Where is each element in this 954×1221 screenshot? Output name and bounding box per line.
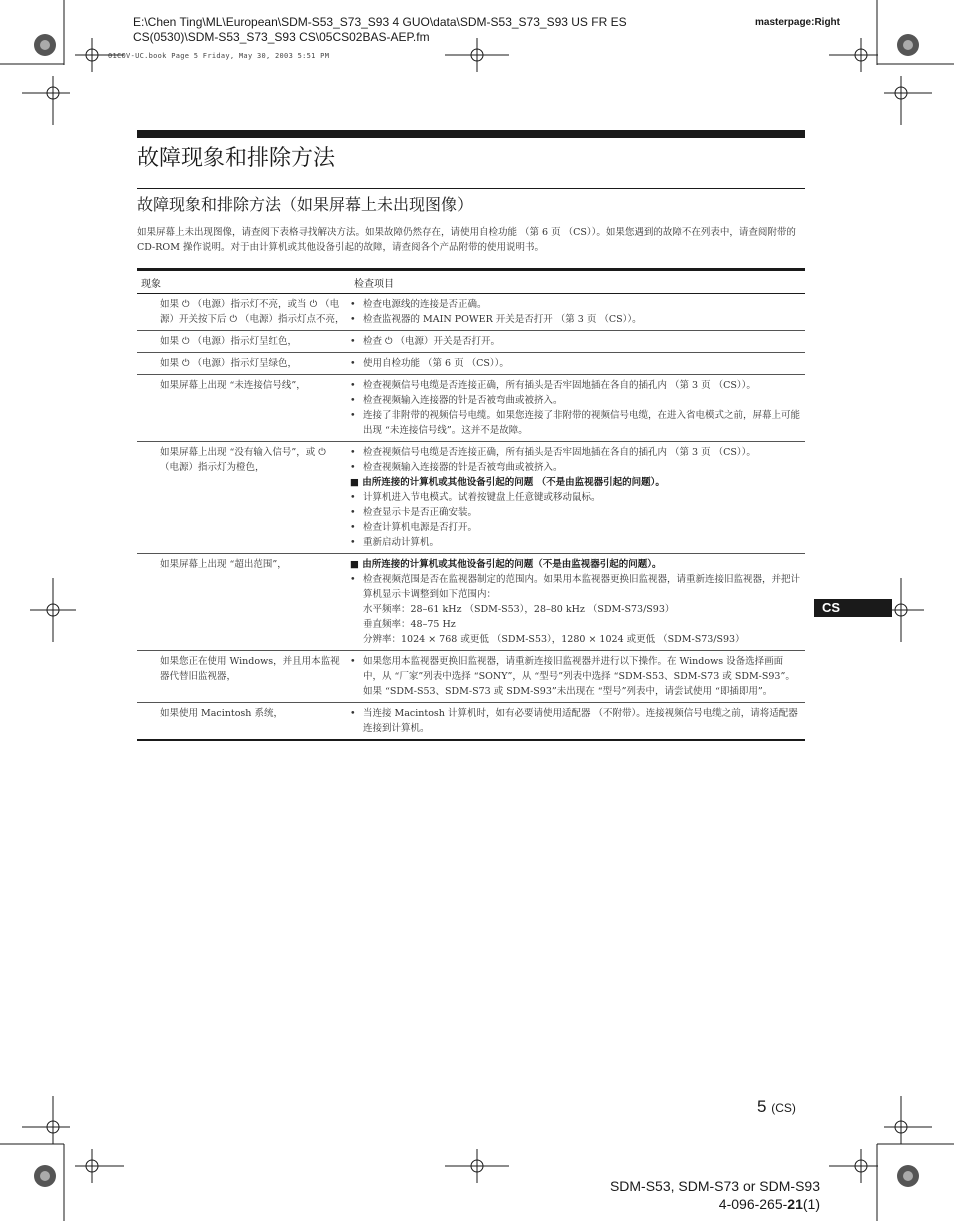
checks-cell [350, 294, 805, 330]
checks-cell [350, 554, 805, 650]
language-tab: CS [814, 599, 892, 617]
part-bold: 21 [787, 1196, 803, 1212]
subtitle-rule [137, 188, 805, 189]
troubleshooting-table [137, 268, 805, 741]
check-item [350, 490, 801, 505]
symptom-cell: 如果 ⏻ （电源）指示灯呈红色， [160, 336, 298, 347]
bullet-icon: • [350, 336, 356, 347]
check-item [350, 297, 801, 312]
table-row [137, 353, 805, 375]
check-text: 检查视频信号电缆是否连接正确，所有插头是否牢固地插在各自的插孔内 （第 3 页 （CS））。 [363, 447, 756, 458]
symptom-cell: 如果 ⏻ （电源）指示灯呈绿色， [160, 358, 298, 369]
check-item [350, 460, 801, 475]
check-item [350, 312, 801, 327]
symptom-cell: 如果屏幕上出现 “没有输入信号”，或 ⏻ （电源）指示灯为橙色， [160, 447, 326, 473]
book-stamp: 01COV-UC.book Page 5 Friday, May 30, 2003 5:51 PM [108, 52, 330, 60]
bullet-icon: • [350, 522, 356, 533]
check-detail: 分辨率：1024 × 768 或更低 （SDM-S53），1280 × 1024 或更低 （SDM-S73/S93） [363, 634, 745, 645]
masterpage-label: masterpage:Right [754, 17, 840, 28]
checks-cell [350, 353, 805, 374]
bullet-icon: • [350, 708, 356, 719]
check-text: 连接了非附带的视频信号电缆。如果您连接了非附带的视频信号电缆，在进入省电模式之前，屏幕上可能出现 “未连接信号线”。这并不是故障。 [363, 410, 801, 436]
symptom-cell: 如果 ⏻ （电源）指示灯不亮，或当 ⏻ （电源）开关按下后 ⏻ （电源）指示灯点不亮， [160, 299, 345, 325]
check-item [350, 535, 801, 550]
check-item [350, 520, 801, 535]
check-item [350, 706, 801, 736]
table-row [137, 554, 805, 651]
check-detail: 水平频率：28–61 kHz （SDM-S53），28–80 kHz （SDM-S73/S93） [363, 604, 675, 615]
check-item [350, 572, 801, 602]
check-text: 检查视频范围是否在监视器制定的范围内。如果用本监视器更换旧监视器，请重新连接旧监视器，并把计算机显示卡调整到如下范围内： [363, 574, 801, 600]
bullet-icon: • [350, 358, 356, 369]
check-text: 检查视频信号电缆是否连接正确，所有插头是否牢固地插在各自的插孔内 （第 3 页 （CS））。 [363, 380, 756, 391]
symptom-cell: 如果屏幕上出现 “未连接信号线”， [160, 380, 306, 391]
section-title: 故障现象和排除方法（如果屏幕上未出现图像） [137, 195, 474, 214]
check-text: 检查监视器的 MAIN POWER 开关是否打开 （第 3 页 （CS））。 [363, 314, 642, 325]
bullet-icon: • [350, 299, 356, 310]
bullet-icon: • [350, 492, 356, 503]
column-header-checks: 检查项目 [354, 279, 394, 290]
checks-cell [350, 651, 805, 702]
check-text: 检查视频输入连接器的针是否被弯曲或被挤入。 [363, 462, 563, 473]
page-title: 故障现象和排除方法 [137, 146, 336, 171]
check-item [350, 378, 801, 393]
part-suffix: (1) [802, 1196, 820, 1212]
bullet-icon: • [350, 447, 356, 458]
symptom-cell: 如果使用 Macintosh 系统， [160, 708, 283, 719]
bullet-icon: • [350, 656, 356, 667]
page-number-suffix: (CS) [771, 1101, 796, 1115]
bullet-icon: • [350, 395, 356, 406]
checks-cell [350, 375, 805, 441]
check-item [350, 654, 801, 699]
table-row [137, 442, 805, 554]
check-detail: 垂直频率：48–75 Hz [363, 619, 456, 630]
table-row [137, 651, 805, 703]
check-item [350, 356, 801, 371]
check-text: 检查视频输入连接器的针是否被弯曲或被挤入。 [363, 395, 563, 406]
check-item [350, 334, 801, 349]
model-line: SDM-S53, SDM-S73 or SDM-S93 [609, 1178, 820, 1194]
check-text: 重新启动计算机。 [363, 537, 440, 548]
page-number [757, 1097, 796, 1117]
bullet-icon: • [350, 462, 356, 473]
check-text: 检查电源线的连接是否正确。 [363, 299, 487, 310]
check-text: 使用自检功能 （第 6 页 （CS））。 [363, 358, 509, 369]
check-item [350, 445, 801, 460]
table-row [137, 375, 805, 442]
check-section-heading: ■ 由所连接的计算机或其他设备引起的问题 （不是由监视器引起的问题）。 [350, 477, 665, 488]
symptom-cell: 如果您正在使用 Windows，并且用本监视器代替旧监视器， [160, 656, 340, 682]
check-item [350, 505, 801, 520]
bullet-icon: • [350, 574, 356, 585]
check-item [350, 408, 801, 438]
checks-cell [350, 442, 805, 553]
column-header-symptom: 现象 [141, 279, 161, 290]
check-text: 计算机进入节电模式。试着按键盘上任意键或移动鼠标。 [363, 492, 601, 503]
check-text: 检查计算机电源是否打开。 [363, 522, 478, 533]
part-prefix: 4-096-265- [718, 1196, 788, 1212]
file-path-line1: E:\Chen Ting\ML\European\SDM-S53_S73_S93 4 GUO\data\SDM-S53_S73_S93 US FR ES [133, 15, 627, 29]
bullet-icon: • [350, 537, 356, 548]
check-text: 检查显示卡是否正确安装。 [363, 507, 478, 518]
checks-cell [350, 331, 805, 352]
bullet-icon: • [350, 507, 356, 518]
part-number [610, 1195, 820, 1213]
bullet-icon: • [350, 380, 356, 391]
check-text: 检查 ⏻ （电源）开关是否打开。 [363, 336, 501, 347]
table-header [137, 271, 805, 294]
symptom-cell: 如果屏幕上出现 “超出范围”， [160, 559, 287, 570]
page-number-value: 5 [757, 1097, 767, 1116]
model-info [610, 1177, 820, 1213]
checks-cell [350, 703, 805, 739]
table-row [137, 331, 805, 353]
check-text: 当连接 Macintosh 计算机时，如有必要请使用适配器 （不附带）。连接视频信号电缆之前，请将适配器连接到计算机。 [363, 708, 798, 734]
check-text: 如果您用本监视器更换旧监视器，请重新连接旧监视器并进行以下操作。在 Windows 设备选择画面中，从 “厂家”列表中选择 “SONY”，从 “型号”列表中选择 “SDM-S53、SDM-S73 或 SDM-S93”。如果 “SDM-S53、SDM-S73 或 SDM-S93”未出现在 “型号”列表中，请尝试使用 “即插即用”。 [363, 656, 795, 697]
table-body [137, 294, 805, 739]
check-section-heading: ■ 由所连接的计算机或其他设备引起的问题（不是由监视器引起的问题）。 [350, 559, 662, 570]
check-item [350, 393, 801, 408]
table-row [137, 294, 805, 331]
table-row [137, 703, 805, 739]
bullet-icon: • [350, 410, 356, 421]
intro-paragraph: 如果屏幕上未出现图像，请查阅下表格寻找解决方法。如果故障仍然存在，请使用自检功能 （第 6 页 （CS））。如果您遇到的故障不在列表中，请查阅附带的 CD-ROM 操作说明。对于由计算机或其他设备引起的故障，请查阅各个产品附带的使用说明书。 [137, 227, 796, 253]
bullet-icon: • [350, 314, 356, 325]
file-path-line2: CS(0530)\SDM-S53_S73_S93 CS\05CS02BAS-AEP.fm [133, 30, 430, 44]
title-bar [137, 130, 805, 138]
